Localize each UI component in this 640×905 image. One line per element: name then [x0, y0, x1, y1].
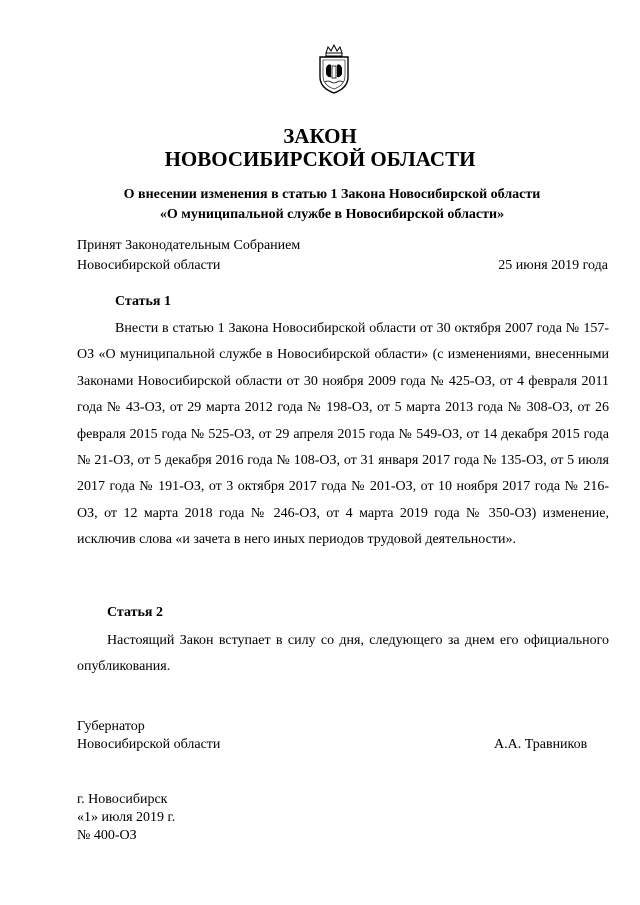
law-number: № 400-ОЗ [77, 828, 137, 843]
document-type-title: ЗАКОН [283, 124, 357, 148]
adoption-body-line1: Принят Законодательным Собранием [77, 238, 301, 253]
coat-of-arms-icon [314, 44, 354, 96]
law-subject-line2: «О муниципальной службе в Новосибирской области» [159, 207, 505, 222]
signatory-position-line2: Новосибирской области [77, 737, 221, 752]
signing-date: «1» июля 2019 г. [77, 810, 176, 825]
signing-city: г. Новосибирск [77, 792, 168, 807]
article-2-heading: Статья 2 [107, 605, 163, 620]
signatory-name: А.А. Травников [494, 737, 588, 752]
signatory-position-line1: Губернатор [77, 719, 145, 734]
article-1-heading: Статья 1 [115, 294, 171, 309]
article-1-text: Внести в статью 1 Закона Новосибирской области от 30 октября 2007 года № 157-ОЗ «О муниципальной службе в Новосибирской области» (с изменениями, внесенными Законами Новосибирской области от 30 ноября 2009 года № 425-ОЗ, от 4 февраля 2011 года № 43-ОЗ, от 29 марта 2012 года № 198-ОЗ, от 5 марта 2013 года № 308-ОЗ, от 26 февраля 2015 года № 525-ОЗ, от 29 апреля 2015 года № 549-ОЗ, от 14 декабря 2015 года № 21-ОЗ, от 5 декабря 2016 года № 108-ОЗ, от 31 января 2017 года № 135-ОЗ, от 5 июля 2017 года № 191-ОЗ, от 3 октября 2017 года № 201-ОЗ, от 10 ноября 2017 года № 216-ОЗ, от 12 марта 2018 года № 246-ОЗ, от 4 марта 2019 года № 350-ОЗ) изменение, исключив слова «и зачета в него иных периодов трудовой деятельности». [77, 321, 609, 548]
adoption-date: 25 июня 2019 года [498, 258, 608, 273]
law-subject-line1: О внесении изменения в статью 1 Закона Новосибирской области [123, 187, 541, 202]
adoption-body-line2: Новосибирской области [77, 258, 221, 273]
region-title: НОВОСИБИРСКОЙ ОБЛАСТИ [164, 147, 476, 171]
article-2-text: Настоящий Закон вступает в силу со дня, следующего за днем его официального опубликования. [77, 633, 609, 675]
